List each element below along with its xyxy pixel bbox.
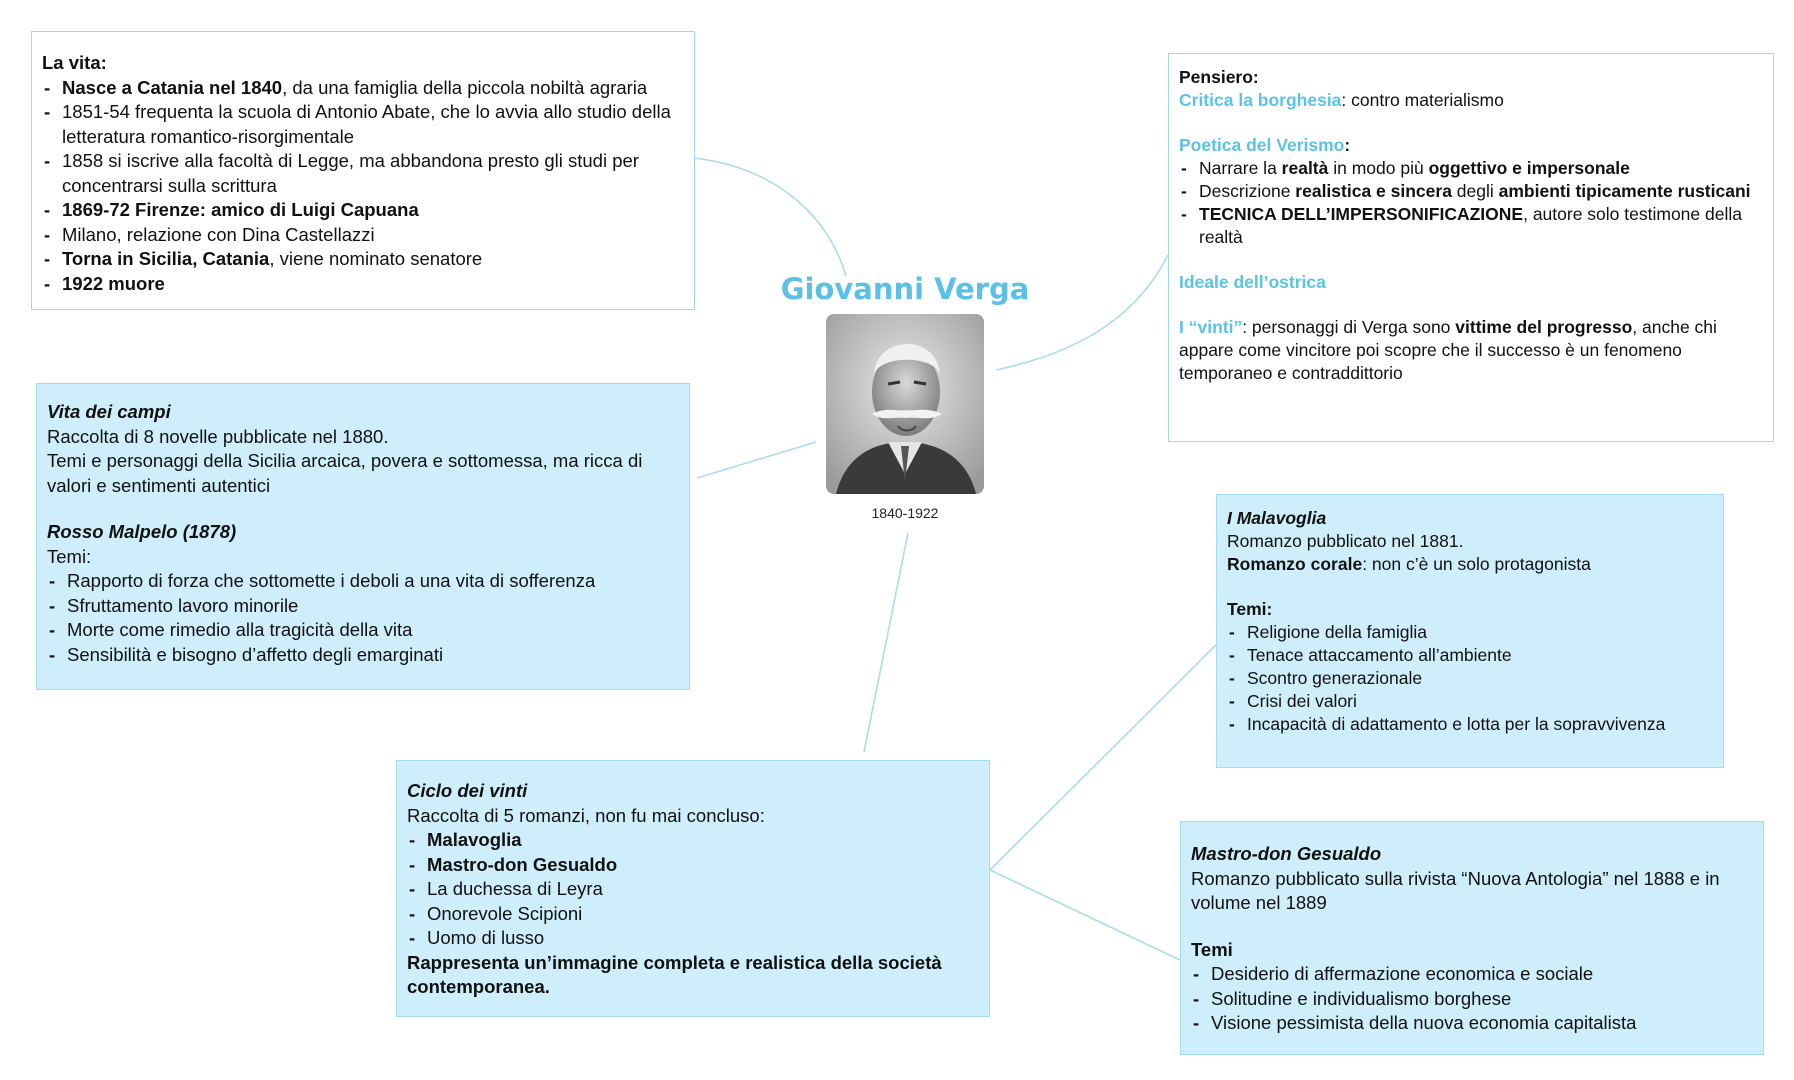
box-la-vita <box>31 31 695 310</box>
connector-campi <box>697 442 816 478</box>
malavoglia-title: I Malavoglia <box>1227 508 1327 528</box>
life-years: 1840-1922 <box>871 505 939 521</box>
vita-heading: La vita: <box>42 52 107 73</box>
campi-item: - Sfruttamento lavoro minorile <box>47 594 679 619</box>
pensiero-vinti: I “vinti”: personaggi di Verga sono vittime del progresso, anche chi appare come vincitore poi scopre che il successo è un fenomeno temporaneo e contraddittorio <box>1179 317 1717 383</box>
ciclo-item: - La duchessa di Leyra <box>407 877 979 902</box>
campi-title: Vita dei campi <box>47 401 171 422</box>
gesualdo-item: - Desiderio di affermazione economica e sociale <box>1191 962 1753 987</box>
vita-item: - 1851-54 frequenta la scuola di Antonio Abate, che lo avvia allo studio della letteratura romantico-risorgimentale <box>42 100 684 149</box>
pensiero-item: - Narrare la realtà in modo più oggettivo e impersonale <box>1179 157 1763 180</box>
malavoglia-item: - Incapacità di adattamento e lotta per la sopravvivenza <box>1227 713 1713 736</box>
pensiero-critica: Critica la borghesia: contro materialismo <box>1179 90 1504 110</box>
box-vita-dei-campi <box>36 383 690 690</box>
portrait-photo <box>826 314 984 494</box>
gesualdo-item: - Solitudine e individualismo borghese <box>1191 987 1753 1012</box>
vita-item: - Nasce a Catania nel 1840, da una famiglia della piccola nobiltà agraria <box>42 76 684 101</box>
campi-item: - Morte come rimedio alla tragicità della vita <box>47 618 679 643</box>
campi-temi: Temi: <box>47 545 92 567</box>
central-topic-title: Giovanni Verga <box>780 272 1030 306</box>
box-i-malavoglia <box>1216 494 1724 768</box>
malavoglia-line: Romanzo pubblicato nel 1881. <box>1227 531 1464 551</box>
connector-vita <box>694 158 846 276</box>
gesualdo-title: Mastro-don Gesualdo <box>1191 843 1382 864</box>
campi-line: Temi e personaggi della Sicilia arcaica, povera e sottomessa, ma ricca di valori e sentimenti autentici <box>47 450 643 496</box>
pensiero-item: - TECNICA DELL’IMPERSONIFICAZIONE, autore solo testimone della realtà <box>1179 203 1763 249</box>
ciclo-item: - Malavoglia <box>407 828 979 853</box>
portrait-photo-icon <box>826 314 984 494</box>
box-ciclo-dei-vinti <box>396 760 990 1017</box>
box-mastro-don-gesualdo <box>1180 821 1764 1055</box>
vita-item: - Milano, relazione con Dina Castellazzi <box>42 223 684 248</box>
malavoglia-corale: Romanzo corale: non c’è un solo protagonista <box>1227 554 1591 574</box>
malavoglia-item: - Crisi dei valori <box>1227 690 1713 713</box>
gesualdo-temi: Temi <box>1191 938 1233 960</box>
ciclo-item: - Uomo di lusso <box>407 926 979 951</box>
campi-item: - Rapporto di forza che sottomette i deboli a una vita di sofferenza <box>47 569 679 594</box>
campi-line: Raccolta di 8 novelle pubblicate nel 1880. <box>47 425 389 447</box>
campi-item: - Sensibilità e bisogno d’affetto degli emarginati <box>47 643 679 668</box>
ciclo-item: - Onorevole Scipioni <box>407 902 979 927</box>
gesualdo-item: - Visione pessimista della nuova economia capitalista <box>1191 1011 1753 1036</box>
ciclo-conclusion: Rappresenta un’immagine completa e realistica della società contemporanea. <box>407 951 942 997</box>
malavoglia-item: - Scontro generazionale <box>1227 667 1713 690</box>
pensiero-heading: Pensiero: <box>1179 67 1259 87</box>
malavoglia-item: - Religione della famiglia <box>1227 621 1713 644</box>
pensiero-item: - Descrizione realistica e sincera degli ambienti tipicamente rusticani <box>1179 180 1763 203</box>
gesualdo-line: Romanzo pubblicato sulla rivista “Nuova Antologia” nel 1888 e in volume nel 1889 <box>1191 867 1720 913</box>
ciclo-line: Raccolta di 5 romanzi, non fu mai concluso: <box>407 804 765 826</box>
malavoglia-temi: Temi: <box>1227 599 1273 619</box>
ciclo-title: Ciclo dei vinti <box>407 780 528 801</box>
vita-item: - 1858 si iscrive alla facoltà di Legge, ma abbandona presto gli studi per concentrarsi sulla scrittura <box>42 149 684 198</box>
connector-gesualdo <box>990 870 1180 960</box>
rosso-malpelo-title: Rosso Malpelo (1878) <box>47 521 237 542</box>
connector-ciclo <box>864 533 908 752</box>
ciclo-item: - Mastro-don Gesualdo <box>407 853 979 878</box>
vita-item: - 1922 muore <box>42 272 684 297</box>
pensiero-ideale: Ideale dell’ostrica <box>1179 272 1326 292</box>
box-pensiero <box>1168 53 1774 442</box>
vita-item: - Torna in Sicilia, Catania, viene nominato senatore <box>42 247 684 272</box>
pensiero-poetica: Poetica del Verismo: <box>1179 135 1351 155</box>
vita-item: - 1869-72 Firenze: amico di Luigi Capuana <box>42 198 684 223</box>
malavoglia-item: - Tenace attaccamento all’ambiente <box>1227 644 1713 667</box>
